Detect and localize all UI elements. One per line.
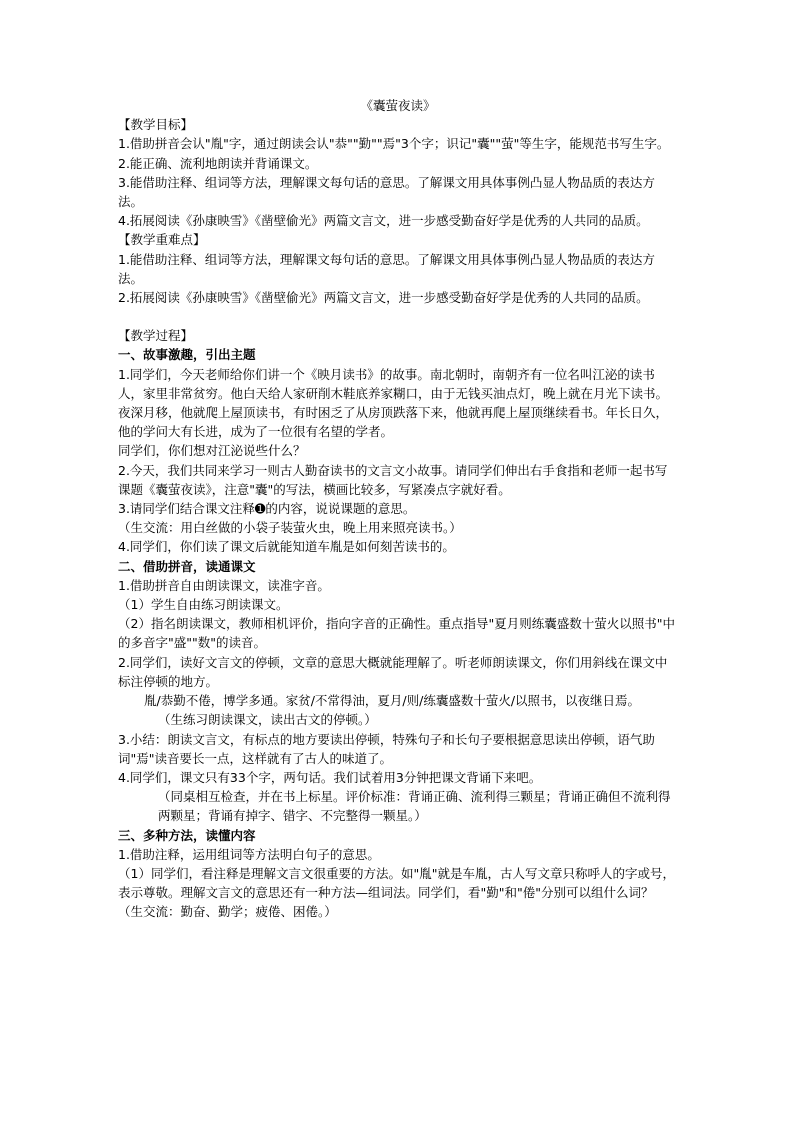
paragraph: 1.借助拼音自由朗读课文，读准字音。 — [118, 577, 330, 593]
paragraph: （生交流：用白丝做的小袋子装萤火虫，晚上用来照亮读书。） — [118, 520, 462, 536]
objective-item: 1.借助拼音会认"胤"字，通过朗读会认"恭""勤""焉"3个字；识记"囊""萤"等生字，能规范书写生字。 — [118, 136, 670, 152]
paragraph: 2.今天，我们共同来学习一则古人勤奋读书的文言文小故事。请同学们伸出右手食指和老师一起书写课题《囊萤夜读》，注意"囊"的写法，横画比较多，写紧凑点字就好看。 — [118, 462, 668, 497]
objective-item: 4.拓展阅读《孙康映雪》《凿壁偷光》两篇文言文，进一步感受勤奋好学是优秀的人共同的品质。 — [118, 213, 649, 229]
paragraph: 1.同学们，今天老师给你们讲一个《映月读书》的故事。南北朝时，南朝齐有一位名叫江泌的读书人，家里非常贫穷。他白天给人家研削木鞋底养家糊口，由于无钱买油点灯，晚上就在月光下读书。夜深月移，他就爬上屋顶读书，有时困乏了从房顶跌落下来，他就再爬上屋顶继续看书。年长日久，他的学问大有长进，成为了一位很有名望的学者。 — [118, 366, 669, 440]
paragraph: 1.借助注释，运用组词等方法明白句子的意思。 — [118, 846, 380, 862]
paragraph: 2.同学们，读好文言文的停顿，文章的意思大概就能理解了。听老师朗读课文，你们用斜线在课文中标注停顿的地方。 — [118, 654, 668, 689]
paragraph: （1）同学们，看注释是理解文言文很重要的方法。如"胤"就是车胤，古人写文章只称呼人的字或号，表示尊敬。理解文言文的意思还有一种方法—组词法。同学们，看"勤"和"倦"分别可以组什么词？（生交流：勤奋、勤学；疲倦、困倦。） — [118, 865, 675, 920]
document-page — [118, 96, 678, 922]
document-title: 《囊萤夜读》 — [360, 98, 436, 113]
process-heading: 【教学过程】 — [118, 328, 194, 344]
objective-item: 3.能借助注释、组词等方法，理解课文每句话的意思。了解课文用具体事例凸显人物品质的表达方法。 — [118, 174, 655, 210]
paragraph: 同学们，你们想对江泌说些什么？ — [118, 443, 306, 459]
keypoint-item: 2.拓展阅读《孙康映雪》《凿壁偷光》两篇文言文，进一步感受勤奋好学是优秀的人共同的品质。 — [118, 290, 649, 306]
section-heading: 三、多种方法，读懂内容 — [118, 827, 256, 843]
paragraph: 3.小结：朗读文言文，有标点的地方要读出停顿，特殊句子和长句子要根据意思读出停顿，语气助词"焉"读音要长一点，这样就有了古人的味道了。 — [118, 731, 655, 766]
paragraph: （2）指名朗读课文，教师相机评价，指向字音的正确性。重点指导"夏月则练囊盛数十萤火以照书"中的多音字"盛""数"的读音。 — [118, 616, 675, 651]
paragraph: （生练习朗读课文，读出古文的停顿。） — [158, 712, 377, 728]
objective-item: 2.能正确、流利地朗读并背诵课文。 — [118, 155, 318, 171]
paragraph: （同桌相互检查，并在书上标星。评价标准：背诵正确、流利得三颗星；背诵正确但不流利得两颗星；背诵有掉字、错字、不完整得一颗星。） — [158, 789, 671, 824]
keypoints-heading: 【教学重难点】 — [118, 232, 206, 248]
objectives-heading: 【教学目标】 — [118, 117, 194, 133]
paragraph: 3.请同学们结合课文注释➊的内容，说说课题的意思。 — [118, 501, 416, 517]
keypoint-item: 1.能借助注释、组词等方法，理解课文每句话的意思。了解课文用具体事例凸显人物品质的表达方法。 — [118, 251, 655, 286]
section-heading: 一、故事激趣，引出主题 — [118, 347, 256, 363]
paragraph: （1）学生自由练习朗读课文。 — [118, 597, 289, 613]
paragraph: 胤/恭勤不倦，博学多通。家贫/不常得油，夏月/则/练囊盛数十萤火/以照书，以夜继日焉。 — [144, 693, 641, 709]
paragraph: 4.同学们，你们读了课文后就能知道车胤是如何刻苦读书的。 — [118, 539, 455, 555]
blank-line — [118, 307, 678, 326]
section-heading: 二、借助拼音，读通课文 — [118, 558, 256, 574]
paragraph: 4.同学们，课文只有33个字，两句话。我们试着用3分钟把课文背诵下来吧。 — [118, 769, 542, 785]
